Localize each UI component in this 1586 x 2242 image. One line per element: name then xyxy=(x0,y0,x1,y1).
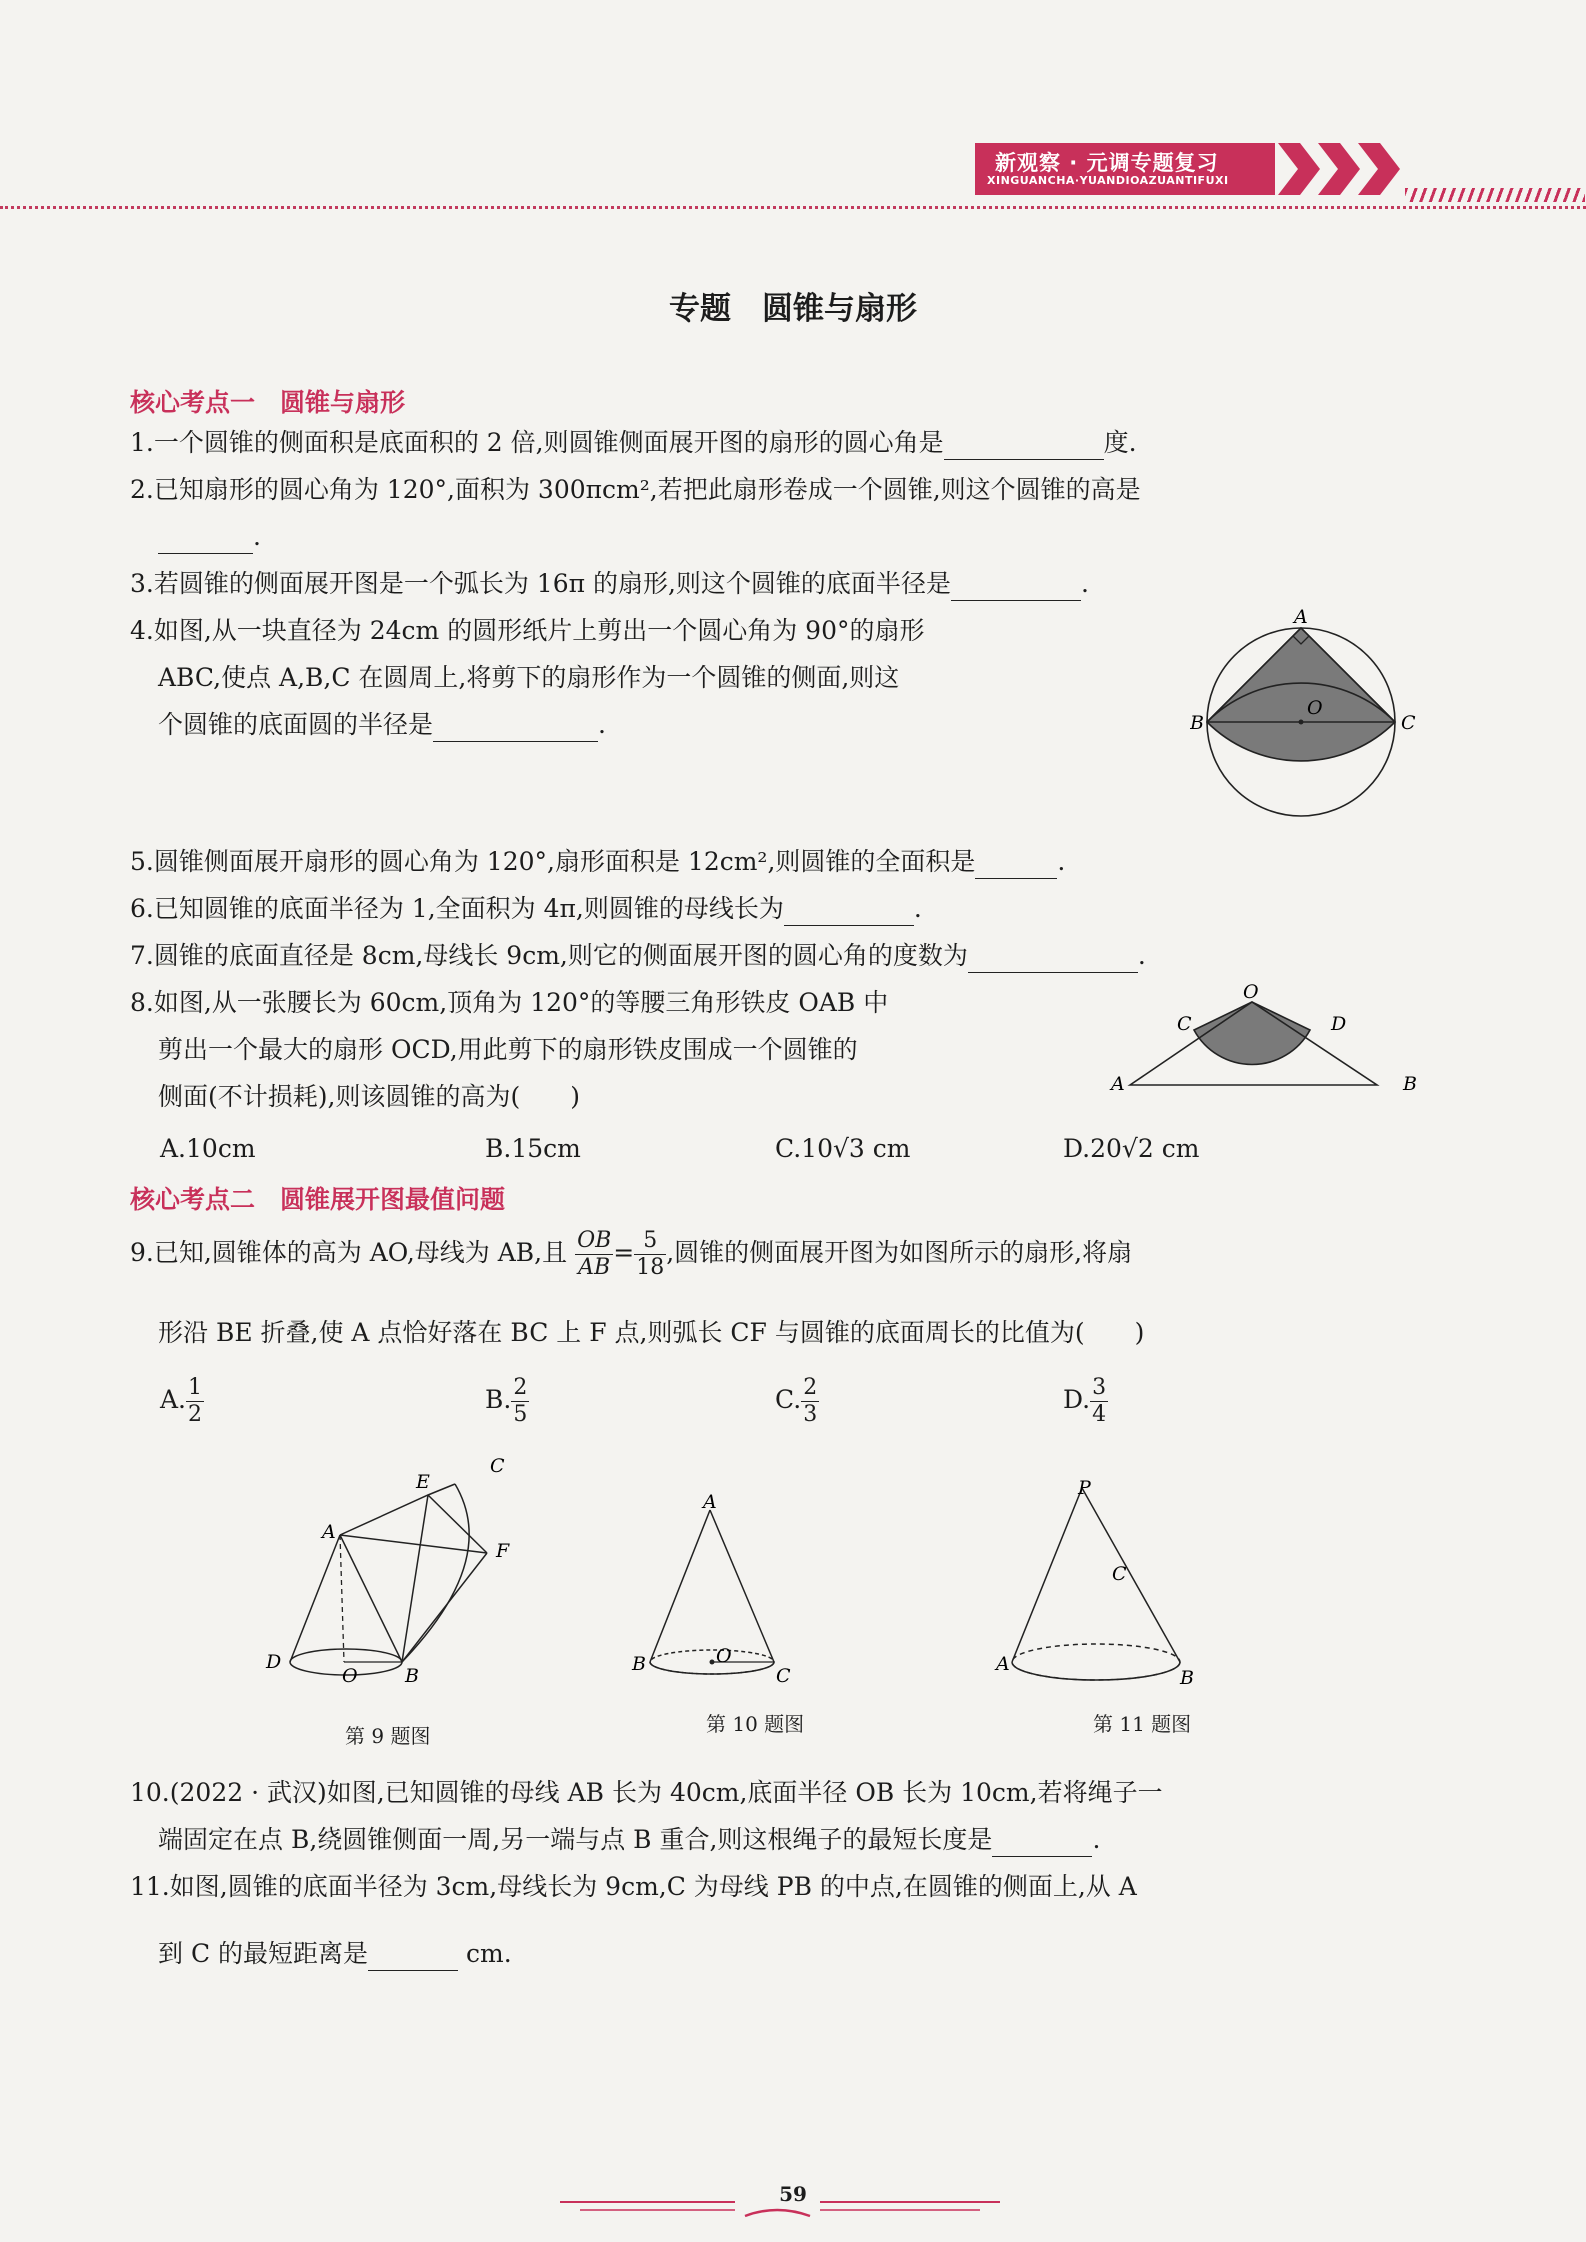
question-6 xyxy=(130,892,922,926)
question-3 xyxy=(130,567,1089,601)
label-e: E xyxy=(416,1471,430,1493)
label-b: B xyxy=(632,1653,646,1675)
question-7-end: . xyxy=(1137,941,1146,970)
label-a: A xyxy=(996,1653,1010,1675)
answer-blank[interactable] xyxy=(944,431,1104,460)
question-5-text: 5.圆锥侧面展开扇形的圆心角为 120°,扇形面积是 12cm²,则圆锥的全面积是 xyxy=(130,847,976,876)
answer-blank[interactable] xyxy=(158,525,253,554)
question-9-text: 9.已知,圆锥体的高为 AO,母线为 AB,且 xyxy=(130,1238,568,1267)
question-3-end: . xyxy=(1080,569,1089,598)
question-11-end: cm. xyxy=(465,1939,512,1968)
fraction-ob-ab: $\frac{OB}{AB}$ xyxy=(577,1228,612,1280)
question-4-line3 xyxy=(158,708,606,742)
question-9-suffix: ,圆锥的侧面展开图为如图所示的扇形,将扇 xyxy=(666,1238,1133,1267)
q9-option-b[interactable]: B. $\frac{2}{5}$ xyxy=(485,1375,528,1427)
label-d: D xyxy=(1331,1013,1347,1035)
figure-10 xyxy=(630,1490,800,1710)
q9-option-d[interactable]: D. $\frac{3}{4}$ xyxy=(1063,1375,1107,1427)
section-heading-2: 核心考点二 圆锥展开图最值问题 xyxy=(130,1185,506,1214)
question-4-line2: ABC,使点 A,B,C 在圆周上,将剪下的扇形作为一个圆锥的侧面,则这 xyxy=(158,663,900,692)
label-b: B xyxy=(1403,1073,1417,1093)
question-11-line2 xyxy=(158,1926,512,1971)
label-f: F xyxy=(496,1540,510,1562)
label-b: B xyxy=(1190,712,1204,734)
question-10-line1: 10.(2022 · 武汉)如图,已知圆锥的母线 AB 长为 40cm,底面半径 OB 长为 10cm,若将绳子一 xyxy=(130,1778,1163,1807)
label-a: A xyxy=(1111,1073,1125,1093)
question-2-line2 xyxy=(158,520,261,554)
question-4-text: 个圆锥的底面圆的半径是 xyxy=(158,710,434,739)
section-heading-1: 核心考点一 圆锥与扇形 xyxy=(130,388,406,417)
figure-10-caption: 第 10 题图 xyxy=(706,1712,805,1736)
question-2-end: . xyxy=(253,522,261,551)
question-2-text: 2.已知扇形的圆心角为 120°,面积为 300πcm²,若把此扇形卷成一个圆锥,则这个圆锥的高是 xyxy=(130,475,1141,504)
q8-option-a[interactable]: A.10cm xyxy=(160,1134,256,1163)
figure-11 xyxy=(990,1470,1210,1700)
label-p: P xyxy=(1078,1477,1091,1499)
header-stripes xyxy=(1405,188,1585,202)
question-10-text: 端固定在点 B,绕圆锥侧面一周,另一端与点 B 重合,则这根绳子的最短长度是 xyxy=(158,1825,993,1854)
q9-option-c[interactable]: C. $\frac{2}{3}$ xyxy=(775,1375,818,1427)
label-c: C xyxy=(1177,1013,1192,1035)
label-c: C xyxy=(1401,712,1416,734)
figure-9-caption: 第 9 题图 xyxy=(345,1724,431,1748)
label-c: C xyxy=(776,1665,791,1687)
question-1-end: 度. xyxy=(1103,428,1137,457)
question-11-text: 到 C 的最短距离是 xyxy=(158,1939,369,1968)
question-3-text: 3.若圆锥的侧面展开图是一个弧长为 16π 的扇形,则这个圆锥的底面半径是 xyxy=(130,569,951,598)
question-8-line2: 剪出一个最大的扇形 OCD,用此剪下的扇形铁皮围成一个圆锥的 xyxy=(158,1035,858,1064)
answer-blank[interactable] xyxy=(433,713,598,742)
label-o: O xyxy=(1243,981,1259,1003)
page-title: 专题 圆锥与扇形 xyxy=(669,291,917,327)
q8-option-c[interactable]: C.10√3 cm xyxy=(775,1134,911,1163)
chevron-arrows-icon xyxy=(1278,143,1408,203)
page-number: 59 xyxy=(779,2182,807,2206)
question-9-line1: 9.已知,圆锥体的高为 AO,母线为 AB,且 $\frac{OB}{AB}$ = $\frac{5}{18}$ ,圆锥的侧面展开图为如图所示的扇形,将扇 xyxy=(130,1228,1133,1280)
question-7-text: 7.圆锥的底面直径是 8cm,母线长 9cm,则它的侧面展开图的圆心角的度数为 xyxy=(130,941,968,970)
label-o: O xyxy=(1307,697,1323,719)
answer-blank[interactable] xyxy=(784,897,914,926)
q8-option-b[interactable]: B.15cm xyxy=(485,1134,581,1163)
label-c: C xyxy=(490,1455,505,1477)
label-c: C xyxy=(1112,1563,1127,1585)
label-d: D xyxy=(266,1651,282,1673)
answer-blank[interactable] xyxy=(968,944,1138,973)
question-10-end: . xyxy=(1092,1825,1101,1854)
q8-figure xyxy=(1105,978,1425,1093)
figure-9 xyxy=(260,1450,530,1720)
label-a: A xyxy=(1294,606,1308,628)
label-o: O xyxy=(716,1645,732,1667)
question-7 xyxy=(130,939,1146,973)
answer-blank[interactable] xyxy=(951,572,1081,601)
answer-blank[interactable] xyxy=(368,1926,458,1971)
question-4-line1: 4.如图,从一块直径为 24cm 的圆形纸片上剪出一个圆心角为 90°的扇形 xyxy=(130,616,925,645)
question-5 xyxy=(130,845,1065,879)
question-1-text: 1.一个圆锥的侧面积是底面积的 2 倍,则圆锥侧面展开图的扇形的圆心角是 xyxy=(130,428,944,457)
header-divider xyxy=(0,206,1586,209)
question-4-end: . xyxy=(598,710,606,739)
q8-option-d[interactable]: D.20√2 cm xyxy=(1063,1134,1200,1163)
question-1 xyxy=(130,426,1137,460)
q4-figure xyxy=(1190,605,1430,825)
question-10-line2 xyxy=(158,1823,1100,1857)
label-o: O xyxy=(342,1665,358,1687)
header-subtitle: XINGUANCHA·YUANDIOAZUANTIFUXI xyxy=(987,174,1229,187)
question-9-line2: 形沿 BE 折叠,使 A 点恰好落在 BC 上 F 点,则弧长 CF 与圆锥的底面周长的比值为( ) xyxy=(158,1318,1145,1347)
answer-blank[interactable] xyxy=(975,850,1057,879)
label-b: B xyxy=(405,1665,419,1687)
question-8-line1: 8.如图,从一张腰长为 60cm,顶角为 120°的等腰三角形铁皮 OAB 中 xyxy=(130,988,889,1017)
question-6-text: 6.已知圆锥的底面半径为 1,全面积为 4π,则圆锥的母线长为 xyxy=(130,894,784,923)
question-8-line3: 侧面(不计损耗),则该圆锥的高为( ) xyxy=(158,1082,580,1111)
figure-11-caption: 第 11 题图 xyxy=(1093,1712,1192,1736)
q9-option-a[interactable]: A. $\frac{1}{2}$ xyxy=(160,1375,203,1427)
label-b: B xyxy=(1180,1667,1194,1689)
label-a: A xyxy=(703,1491,717,1513)
question-2 xyxy=(130,473,1141,507)
question-6-end: . xyxy=(913,894,922,923)
answer-blank[interactable] xyxy=(992,1828,1092,1857)
header-banner xyxy=(975,143,1275,195)
label-a: A xyxy=(322,1521,336,1543)
question-11-line1: 11.如图,圆锥的底面半径为 3cm,母线长为 9cm,C 为母线 PB 的中点,在圆锥的侧面上,从 A xyxy=(130,1872,1137,1901)
question-5-end: . xyxy=(1057,847,1066,876)
header-title: 新观察 · 元调专题复习 xyxy=(995,151,1219,175)
fraction-5-18: $\frac{5}{18}$ xyxy=(636,1228,665,1280)
